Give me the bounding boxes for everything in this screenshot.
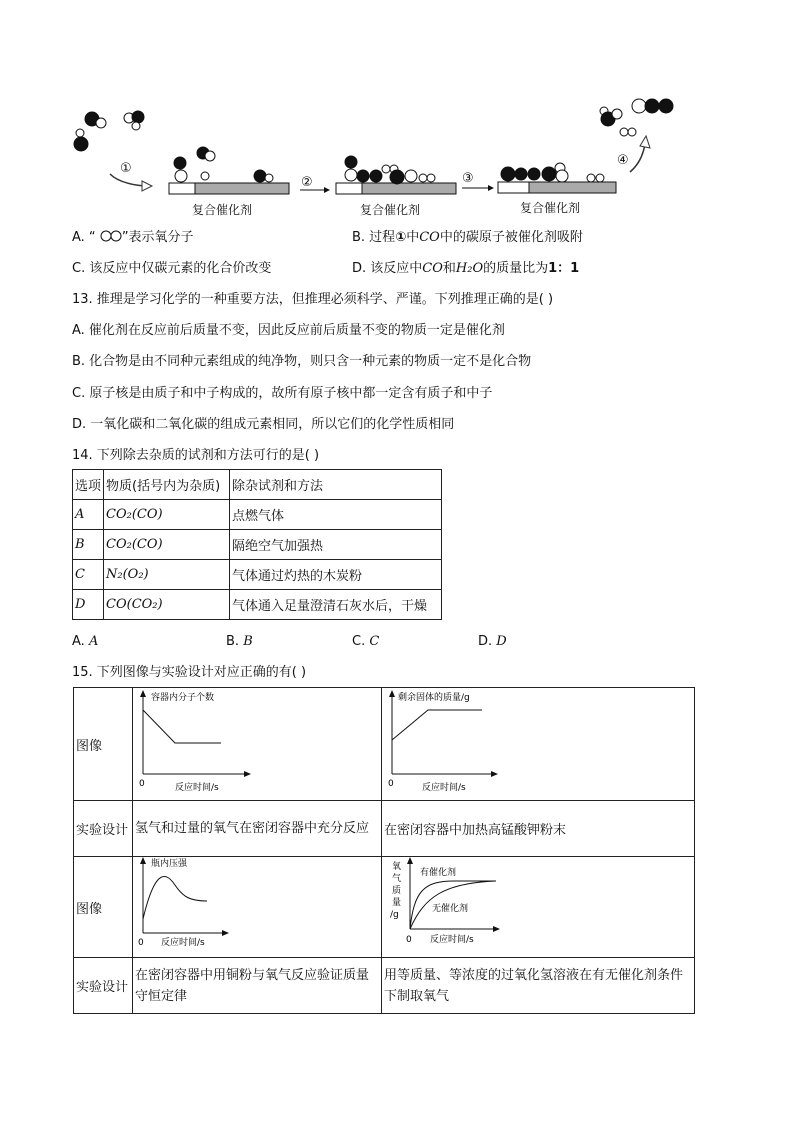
graph-cell-4 [382, 857, 695, 958]
header-cell: 除杂试剂和方法 [230, 470, 442, 500]
q12-option-b: B. 过程①中CO中的碳原子被催化剂吸附 [352, 230, 583, 245]
q14-answer-d: D. D [478, 634, 507, 649]
option-cell: B [73, 530, 104, 560]
graph-cell-1 [133, 688, 382, 801]
design-cell-1: 氢气和过量的氧气在密闭容器中充分反应 [133, 801, 382, 857]
graph3-origin: 0 [138, 938, 144, 948]
table-row [73, 560, 442, 590]
graph1-ylabel: 容器内分子个数 [151, 693, 215, 703]
graph4-ylabel-4: 量 [392, 898, 402, 908]
substance-cell: CO(CO₂) [104, 590, 230, 620]
row-label: 图像 [74, 688, 133, 801]
row-label: 实验设计 [74, 801, 133, 857]
q13-option-b: B. 化合物是由不同种元素组成的纯净物，则只含一种元素的物质一定不是化合物 [72, 354, 532, 369]
graph2-ylabel: 剩余固体的质量/g [398, 693, 470, 703]
graph4-ylabel-2: 气 [392, 874, 402, 884]
method-cell: 隔绝空气加强热 [230, 530, 442, 560]
q13-option-c: C. 原子核是由质子和中子构成的，故所有原子核中都一定含有质子和中子 [72, 386, 493, 401]
header-cell: 物质(括号内为杂质) [104, 470, 230, 500]
graph4-origin: 0 [406, 935, 412, 945]
graph4-ylabel-3: 质 [392, 886, 402, 896]
catalyst-label-3: 复合催化剂 [520, 201, 581, 215]
step-3-label: ③ [462, 171, 474, 186]
design-cell-4: 用等质量、等浓度的过氧化氢溶液在有无催化剂条件下制取氧气 [382, 958, 695, 1014]
graph-cell-2 [382, 688, 695, 801]
q13-stem: 13. 推理是学习化学的一种重要方法，但推理必须科学、严谨。下列推理正确的是( ) [72, 292, 554, 307]
step-1-label: ① [120, 161, 132, 176]
substance-cell: N₂(O₂) [104, 560, 230, 590]
graph3-ylabel: 瓶内压强 [151, 859, 188, 869]
table-row [74, 801, 695, 857]
table-row [74, 857, 695, 958]
graph2-xlabel: 反应时间/s [422, 783, 466, 793]
q15-table [73, 687, 695, 1014]
row-label: 图像 [74, 857, 133, 958]
q14-answer-a: A. A [72, 634, 99, 649]
q14-table [72, 469, 442, 620]
step-2-label: ② [301, 175, 313, 190]
table-row [74, 958, 695, 1014]
q12-option-c: C. 该反应中仅碳元素的化合价改变 [72, 261, 272, 276]
graph-oxygen-mass [384, 857, 692, 953]
table-row [73, 530, 442, 560]
q12-option-a: A. “ ”表示氧分子 [72, 230, 194, 245]
graph4-xlabel: 反应时间/s [430, 935, 474, 945]
graph-solid-mass [384, 688, 692, 796]
graph4-ylabel-1: 氧 [392, 862, 402, 872]
method-cell: 点燃气体 [230, 500, 442, 530]
graph1-origin: 0 [139, 779, 145, 789]
oxygen-molecule-icon [100, 230, 122, 242]
q13-option-d: D. 一氧化碳和二氧化碳的组成元素相同，所以它们的化学性质相同 [72, 417, 455, 432]
q15-stem: 15. 下列图像与实验设计对应正确的有( ) [72, 665, 307, 680]
q14-answer-c: C. C [352, 634, 380, 649]
q13-option-a: A. 催化剂在反应前后质量不变，因此反应前后质量不变的物质一定是催化剂 [72, 323, 505, 338]
header-cell: 选项 [73, 470, 104, 500]
option-cell: C [73, 560, 104, 590]
substance-cell: CO₂(CO) [104, 530, 230, 560]
option-cell: D [73, 590, 104, 620]
table-header-row [73, 470, 442, 500]
table-row [74, 688, 695, 801]
q12-option-d: D. 该反应中CO和H₂O的质量比为1：1 [352, 261, 580, 276]
design-cell-2: 在密闭容器中加热高锰酸钾粉末 [382, 801, 695, 857]
step-4-label: ④ [617, 153, 629, 168]
q14-answer-b: B. B [226, 634, 253, 649]
graph-bottle-pressure [135, 857, 379, 953]
table-row [73, 590, 442, 620]
graph2-origin: 0 [388, 779, 394, 789]
table-row [73, 500, 442, 530]
option-cell: A [73, 500, 104, 530]
design-cell-3: 在密闭容器中用铜粉与氧气反应验证质量守恒定律 [133, 958, 382, 1014]
catalyst-label-2: 复合催化剂 [360, 203, 421, 217]
graph-molecule-count [135, 688, 379, 796]
q14-stem: 14. 下列除去杂质的试剂和方法可行的是( ) [72, 448, 320, 463]
graph4-ylabel-5: /g [390, 910, 399, 920]
graph3-xlabel: 反应时间/s [161, 938, 205, 948]
method-cell: 气体通入足量澄清石灰水后，干燥 [230, 590, 442, 620]
graph1-xlabel: 反应时间/s [175, 783, 219, 793]
catalyst-diagram [60, 92, 700, 222]
graph-cell-3 [133, 857, 382, 958]
catalyst-label-1: 复合催化剂 [192, 203, 253, 217]
graph4-curve-catalyst: 有催化剂 [420, 868, 457, 878]
substance-cell: CO₂(CO) [104, 500, 230, 530]
row-label: 实验设计 [74, 958, 133, 1014]
method-cell: 气体通过灼热的木炭粉 [230, 560, 442, 590]
graph4-curve-no-catalyst: 无催化剂 [432, 904, 469, 914]
